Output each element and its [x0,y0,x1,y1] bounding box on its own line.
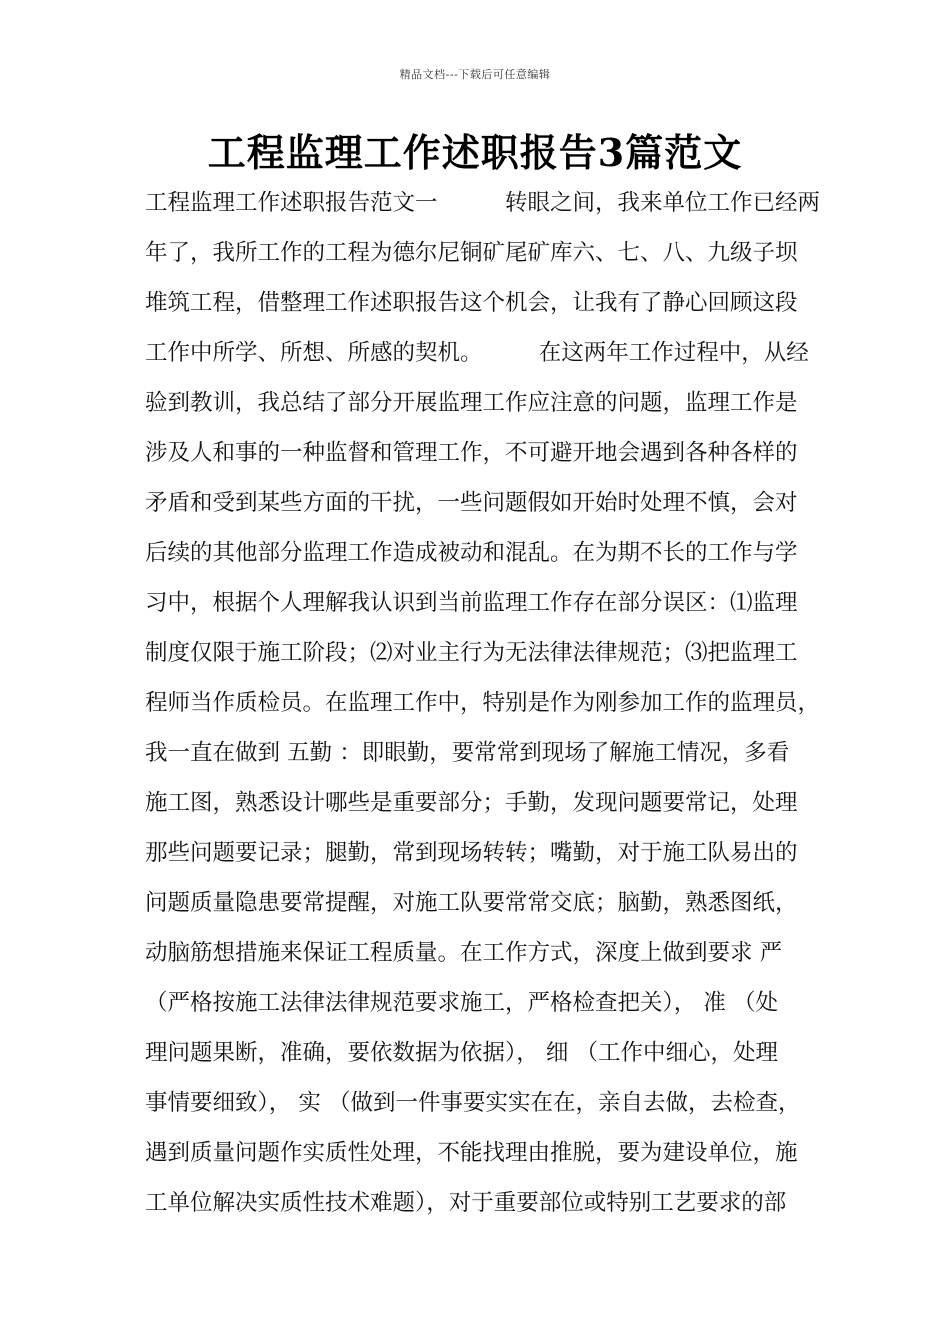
body-line: 遇到质量问题作实质性处理，不能找理由推脱，要为建设单位，施 [145,1140,798,1166]
body-line: 我一直在做到 五勤 ：即眼勤，要常常到现场了解施工情况，多看 [145,740,790,766]
header-note: 精品文档---下载后可任意编辑 [399,68,551,81]
body-line: 制度仅限于施工阶段；⑵对业主行为无法律法律规范；⑶把监理工 [145,640,798,666]
body-line: 工单位解决实质性技术难题），对于重要部位或特别工艺要求的部 [145,1190,787,1216]
body-line: 后续的其他部分监理工作造成被动和混乱。在为期不长的工作与学 [145,540,798,566]
body-line: 问题质量隐患要常提醒，对施工队要常常交底；脑勤，熟悉图纸， [145,890,798,916]
body-text [145,178,825,1228]
body-line: 矛盾和受到某些方面的干扰，一些问题假如开始时处理不慎，会对 [145,490,798,516]
body-line: 施工图，熟悉设计哪些是重要部分；手勤，发现问题要常记，处理 [145,790,798,816]
body-line: 堆筑工程，借整理工作述职报告这个机会，让我有了静心回顾这段 [145,290,798,316]
body-line: （严格按施工法律法律规范要求施工，严格检查把关）， 准 （处 [145,990,779,1016]
body-line: 习中，根据个人理解我认识到当前监理工作存在部分误区：⑴监理 [145,590,798,616]
body-line: 动脑筋想措施来保证工程质量。在工作方式，深度上做到要求 严 [145,940,783,966]
body-line: 那些问题要记录；腿勤，常到现场转转；嘴勤，对于施工队易出的 [145,840,798,866]
body-line: 事情要细致）， 实 （做到一件事要实实在在，亲自去做，去检查， [145,1090,801,1116]
document-title: 工程监理工作述职报告3篇范文 [207,130,743,175]
body-line: 验到教训，我总结了部分开展监理工作应注意的问题，监理工作是 [145,390,798,416]
body-line: 程师当作质检员。在监理工作中，特别是作为刚参加工作的监理员， [145,690,821,716]
body-line: 年了，我所工作的工程为德尔尼铜矿尾矿库六、七、八、九级子坝 [145,240,798,266]
body-line: 涉及人和事的一种监督和管理工作，不可避开地会遇到各种各样的 [145,440,798,466]
body-line: 工作中所学、所想、所感的契机。 在这两年工作过程中，从经 [145,340,809,366]
body-line: 工程监理工作述职报告范文一 转眼之间，我来单位工作已经两 [145,190,821,216]
body-line: 理问题果断，准确，要依数据为依据）， 细 （工作中细心，处理 [145,1040,779,1066]
